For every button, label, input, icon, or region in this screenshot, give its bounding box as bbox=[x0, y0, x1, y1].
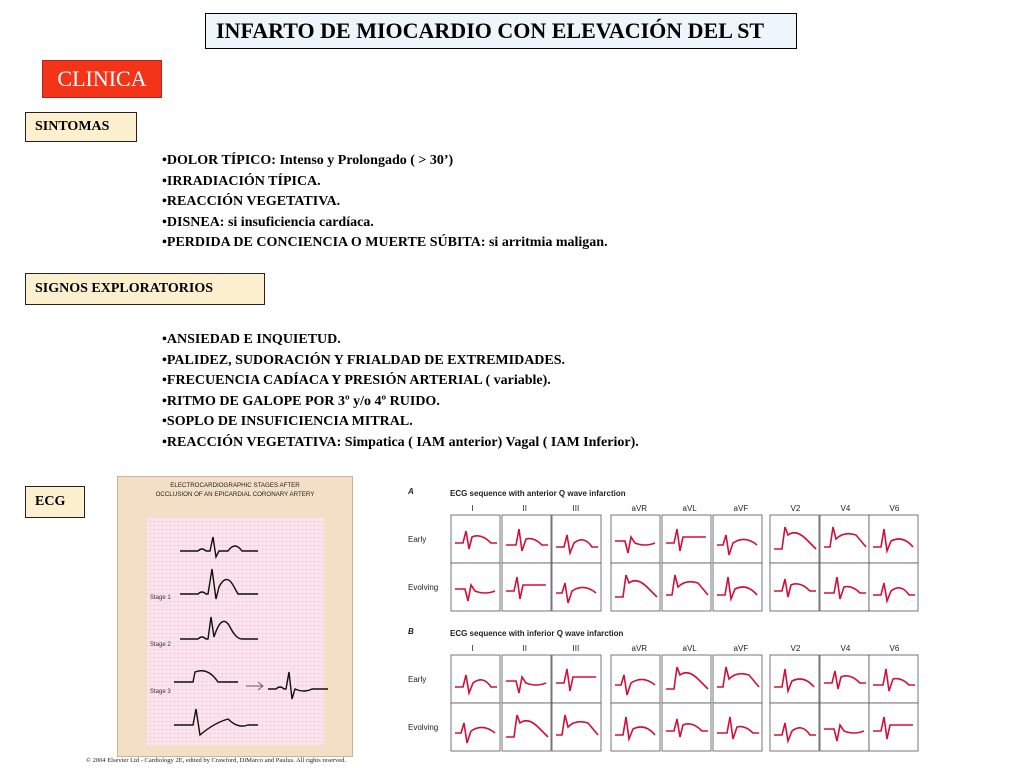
lead-label: V6 bbox=[889, 644, 900, 653]
lead-label: V2 bbox=[790, 644, 801, 653]
ecg-cell bbox=[552, 655, 601, 703]
ecg-cell bbox=[502, 703, 551, 751]
list-item-text: DISNEA: si insuficiencia cardíaca. bbox=[166, 214, 374, 230]
list-item-text: RITMO DE GALOPE POR 3º y/o 4º RUIDO. bbox=[166, 393, 440, 409]
row-label: Early bbox=[408, 535, 427, 544]
stage-label: Stage 1 bbox=[150, 595, 171, 601]
ecg-cell bbox=[552, 563, 601, 611]
list-item bbox=[162, 371, 639, 392]
ecg-cell bbox=[502, 655, 551, 703]
row-label: Evolving bbox=[408, 723, 439, 732]
ecg-cell bbox=[451, 655, 500, 703]
panel-letter: A bbox=[408, 487, 414, 496]
lead-label: V6 bbox=[889, 504, 900, 513]
ecg-grid bbox=[146, 517, 324, 745]
ecg-cell bbox=[869, 563, 918, 611]
list-item bbox=[162, 192, 608, 213]
ecg-cell bbox=[662, 655, 711, 703]
ecg-stages-svg bbox=[118, 477, 352, 756]
ecg-cell bbox=[611, 515, 660, 563]
stage-label: Stage 2 bbox=[150, 642, 171, 648]
stage-label: Stage 3 bbox=[150, 689, 171, 695]
ecg-cell bbox=[552, 515, 601, 563]
ecg-cell bbox=[820, 515, 869, 563]
ecg-stages-figure bbox=[117, 476, 353, 757]
signos-list bbox=[162, 330, 639, 453]
ecg-cell bbox=[713, 563, 762, 611]
figure-title-line: OCCLUSION OF AN EPICARDIAL CORONARY ARTERY bbox=[155, 491, 315, 498]
list-item bbox=[162, 392, 639, 413]
panel-title: ECG sequence with inferior Q wave infarction bbox=[450, 629, 624, 638]
list-item-text: REACCIÓN VEGETATIVA. bbox=[166, 194, 341, 209]
list-item-text: REACCIÓN VEGETATIVA: Simpatica ( IAM anterior) Vagal ( IAM Inferior). bbox=[166, 434, 639, 450]
ecg-cell bbox=[611, 655, 660, 703]
list-item-text: FRECUENCIA CADÍACA Y PRESIÓN ARTERIAL ( variable). bbox=[166, 373, 551, 388]
signos-label: SIGNOS EXPLORATORIOS bbox=[35, 281, 214, 296]
ecg-sequence-figure bbox=[404, 484, 924, 764]
list-item-text: ANSIEDAD E INQUIETUD. bbox=[166, 332, 341, 347]
sintomas-list bbox=[162, 151, 608, 254]
ecg-cell bbox=[451, 563, 500, 611]
ecg-cell bbox=[770, 703, 819, 751]
page-title-box bbox=[205, 13, 797, 49]
lead-label: aVF bbox=[733, 504, 749, 513]
figure-title-line: ELECTROCARDIOGRAPHIC STAGES AFTER bbox=[170, 482, 300, 489]
page-title: INFARTO DE MIOCARDIO CON ELEVACIÓN DEL ST bbox=[216, 18, 765, 43]
clinica-heading bbox=[42, 60, 162, 98]
row-label: Early bbox=[408, 675, 427, 684]
ecg-cell bbox=[502, 563, 551, 611]
ecg-section-label bbox=[25, 486, 85, 518]
signos-section-label bbox=[25, 273, 265, 305]
panel-title: ECG sequence with anterior Q wave infarction bbox=[450, 489, 626, 498]
list-item bbox=[162, 172, 608, 193]
list-item bbox=[162, 412, 639, 433]
lead-label: I bbox=[471, 504, 474, 513]
lead-label: aVL bbox=[682, 504, 697, 513]
list-item-text: PALIDEZ, SUDORACIÓN Y FRIALDAD DE EXTREMIDADES. bbox=[166, 352, 566, 368]
ecg-cell bbox=[770, 563, 819, 611]
lead-label: III bbox=[572, 644, 580, 653]
ecg-cell bbox=[820, 703, 869, 751]
sintomas-section-label bbox=[25, 112, 137, 142]
ecg-cell bbox=[869, 515, 918, 563]
lead-label: II bbox=[522, 504, 527, 513]
list-item bbox=[162, 330, 639, 351]
lead-label: aVL bbox=[682, 644, 697, 653]
lead-label: aVR bbox=[631, 644, 648, 653]
panel-letter: B bbox=[408, 627, 414, 636]
list-item-text: PERDIDA DE CONCIENCIA O MUERTE SÚBITA: si arritmia maligan. bbox=[166, 235, 608, 250]
lead-label: aVR bbox=[631, 504, 648, 513]
lead-label: III bbox=[572, 504, 580, 513]
sintomas-label: SINTOMAS bbox=[35, 119, 110, 134]
lead-label: V4 bbox=[840, 504, 851, 513]
ecg-cell bbox=[552, 703, 601, 751]
list-item-text: DOLOR TÍPICO: Intenso y Prolongado ( > 30’) bbox=[166, 153, 454, 168]
ecg-cell bbox=[451, 515, 500, 563]
ecg-cell bbox=[713, 515, 762, 563]
ecg-cell bbox=[869, 703, 918, 751]
list-item bbox=[162, 151, 608, 172]
list-item bbox=[162, 433, 639, 454]
clinica-label: CLINICA bbox=[57, 66, 147, 91]
list-item-text: SOPLO DE INSUFICIENCIA MITRAL. bbox=[166, 414, 413, 429]
copyright-text: © 2004 Elsevier Ltd - Cardiology 2E, edited by Crawford, DiMarco and Paulus. All rights reserved. bbox=[86, 757, 347, 764]
list-item bbox=[162, 351, 639, 372]
ecg-cell bbox=[662, 703, 711, 751]
ecg-cell bbox=[820, 655, 869, 703]
lead-label: V2 bbox=[790, 504, 801, 513]
lead-label: I bbox=[471, 644, 474, 653]
ecg-cell bbox=[770, 655, 819, 703]
ecg-cell bbox=[451, 703, 500, 751]
ecg-label: ECG bbox=[35, 494, 66, 509]
ecg-cell bbox=[611, 563, 660, 611]
lead-label: aVF bbox=[733, 644, 749, 653]
ecg-cell bbox=[713, 655, 762, 703]
ecg-cell bbox=[770, 515, 819, 563]
list-item bbox=[162, 233, 608, 254]
lead-label: V4 bbox=[840, 644, 851, 653]
list-item-text: IRRADIACIÓN TÍPICA. bbox=[166, 173, 321, 189]
lead-label: II bbox=[522, 644, 527, 653]
ecg-cell bbox=[611, 703, 660, 751]
ecg-cell bbox=[662, 563, 711, 611]
list-item bbox=[162, 213, 608, 234]
row-label: Evolving bbox=[408, 583, 439, 592]
ecg-cell bbox=[662, 515, 711, 563]
